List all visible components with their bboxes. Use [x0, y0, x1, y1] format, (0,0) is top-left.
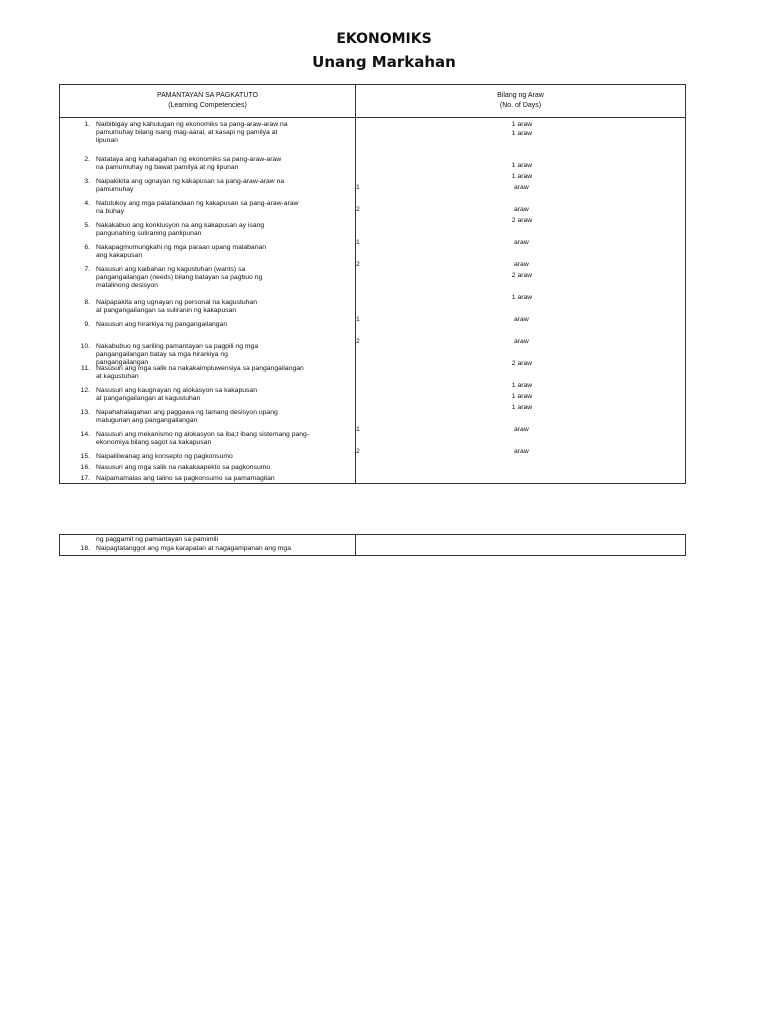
days-value: 1 — [356, 426, 360, 433]
row-number: 8. — [84, 299, 90, 306]
document-subtitle: Unang Markahan — [312, 53, 456, 71]
days-header-sub: (No. of Days) — [499, 102, 542, 109]
row-number: 5. — [84, 222, 90, 229]
competency-text: Napahahalagahan ang paggawa ng tamang desisyon upang — [96, 409, 278, 416]
row-number: 17. — [80, 475, 90, 482]
column-divider — [355, 535, 356, 555]
competency-text: Nasusuri ang kaugnayan ng alokasyon sa kakapusan — [96, 387, 257, 394]
competency-text: at pangangailangan sa suliranin ng kakapusan — [96, 307, 237, 315]
competency-text: na pamumuhay ng bawat pamilya at ng lipunan — [96, 164, 239, 172]
row-number: 7. — [84, 266, 90, 273]
competency-header-sub: (Learning Competencies) — [168, 102, 247, 109]
competency-text: Nasusuri ang mekanismo ng alokasyon sa iba;t ibang sistemang pang- — [96, 431, 310, 438]
days-value: 2 araw — [511, 217, 533, 224]
days-value: 1 araw — [511, 404, 533, 411]
row-number: 14. — [80, 431, 90, 438]
days-value: araw — [514, 184, 529, 191]
days-value: araw — [514, 206, 529, 213]
competency-text: Nasusuri ang kaibahan ng kagustuhan (wants) sa — [96, 266, 246, 273]
days-value: 1 araw — [511, 130, 533, 137]
competency-text: Naibibigay ang kahulugan ng ekonomiks sa pang-araw-araw na — [96, 121, 288, 128]
days-value: araw — [514, 261, 529, 268]
competency-text: at pangangailangan at kagustuhan — [96, 395, 201, 403]
row-number: 6. — [84, 244, 90, 251]
column-divider — [355, 85, 356, 483]
competency-text: Nakapagmumungkahi ng mga paraan upang malabanan — [96, 244, 267, 251]
competencies-table — [59, 84, 686, 484]
row-number: 10. — [80, 343, 90, 350]
competency-text: Nasusuri ang hirarkiya ng pangangailangan — [96, 321, 228, 328]
competency-text: lipunan — [96, 137, 118, 145]
row-number: 4. — [84, 200, 90, 207]
days-value: 2 — [356, 206, 360, 213]
days-value: 2 — [356, 338, 360, 345]
days-value: 1 — [356, 239, 360, 246]
competency-text: na buhay — [96, 208, 124, 216]
days-value: 1 araw — [511, 294, 533, 301]
competency-text: pamumuhay — [96, 186, 134, 194]
days-value: 1 araw — [511, 121, 533, 128]
row-number: 2. — [84, 156, 90, 163]
days-value: 2 — [356, 261, 360, 268]
competency-column-header — [60, 85, 355, 117]
competency-text: matugunan ang pangangailangan — [96, 417, 198, 425]
competency-text: matalinong desisyon — [96, 282, 158, 290]
competency-text: at kagustuhan — [96, 373, 139, 381]
row-number: 1. — [84, 121, 90, 128]
days-value: 1 — [356, 184, 360, 191]
competency-text: pangangailangan batay sa mga hirarkiya ng — [96, 351, 228, 359]
days-value: araw — [514, 239, 529, 246]
days-value: araw — [514, 426, 529, 433]
competency-text: pangunahing suliraning panlipunan — [96, 230, 202, 238]
row-number: 18. — [80, 545, 90, 552]
header-divider — [60, 117, 685, 118]
continuation-text-2: Naipagtatanggol ang mga karapatan at nagagampanan ang mga — [96, 545, 291, 552]
days-value: 1 araw — [511, 393, 533, 400]
competency-text: ang kakapusan — [96, 252, 143, 260]
days-value: 1 araw — [511, 162, 533, 169]
days-value: 1 araw — [511, 173, 533, 180]
days-value: araw — [514, 316, 529, 323]
competency-text: Nasusuri ang mga salik na nakakaapekto sa pagkonsumo — [96, 464, 271, 471]
days-value: araw — [514, 338, 529, 345]
row-number: 15. — [80, 453, 90, 460]
days-value: 1 — [356, 316, 360, 323]
row-number: 11. — [81, 365, 90, 372]
competency-text: Nakabubuo ng sariling pamantayan sa pagpili ng mga — [96, 343, 259, 350]
days-value: araw — [514, 448, 529, 455]
competency-text: Nakakabuo ang konklusyon na ang kakapusan ay isang — [96, 222, 265, 229]
competency-text: Nasusuri ang mga salik na nakakaimpluwensiya sa pangangailangan — [96, 365, 304, 372]
competency-text: ekonomiya bilang sagot sa kakapusan — [96, 439, 212, 447]
competency-text: pamumuhay bilang isang mag-aaral, at kasapi ng pamilya at — [96, 129, 278, 137]
row-number: 13. — [80, 409, 90, 416]
continuation-table — [59, 534, 686, 556]
competency-text: Naipamamalas ang talino sa pagkonsumo sa pamamagitan — [96, 475, 275, 482]
row-number: 9. — [84, 321, 90, 328]
competency-text: pangangailangan (needs) bilang batayan sa pagbuo ng — [96, 274, 263, 282]
row-number: 3. — [84, 178, 90, 185]
days-header-label: Bilang ng Araw — [497, 92, 544, 99]
competency-text: Natataya ang kahalagahan ng ekonomiks sa pang-araw-araw — [96, 156, 282, 163]
competency-header-label: PAMANTAYAN SA PAGKATUTO — [156, 92, 258, 99]
document-title: EKONOMIKS — [336, 31, 432, 47]
competency-text: Naipapakita ang ugnayan ng personal na kagustuhan — [96, 299, 257, 306]
days-value: 1 araw — [511, 382, 533, 389]
row-number: 16. — [80, 464, 90, 471]
days-value: 2 araw — [511, 272, 533, 279]
row-number: 12. — [80, 387, 90, 394]
continuation-text-1: ng paggamit ng pamantayan sa pamimili — [96, 536, 219, 543]
competency-text: Naipaliliwanag ang konsepto ng pagkonsumo — [96, 453, 233, 460]
days-column-header — [356, 85, 685, 117]
competency-text: Natutukoy ang mga palatandaan ng kakapusan sa pang-araw-araw — [96, 200, 299, 207]
competency-text: pangangailangan — [96, 359, 149, 367]
competency-text: Naipakikita ang ugnayan ng kakapusan sa pang-araw-araw na — [96, 178, 285, 185]
days-value: 2 — [356, 448, 360, 455]
days-value: 2 araw — [511, 360, 533, 367]
